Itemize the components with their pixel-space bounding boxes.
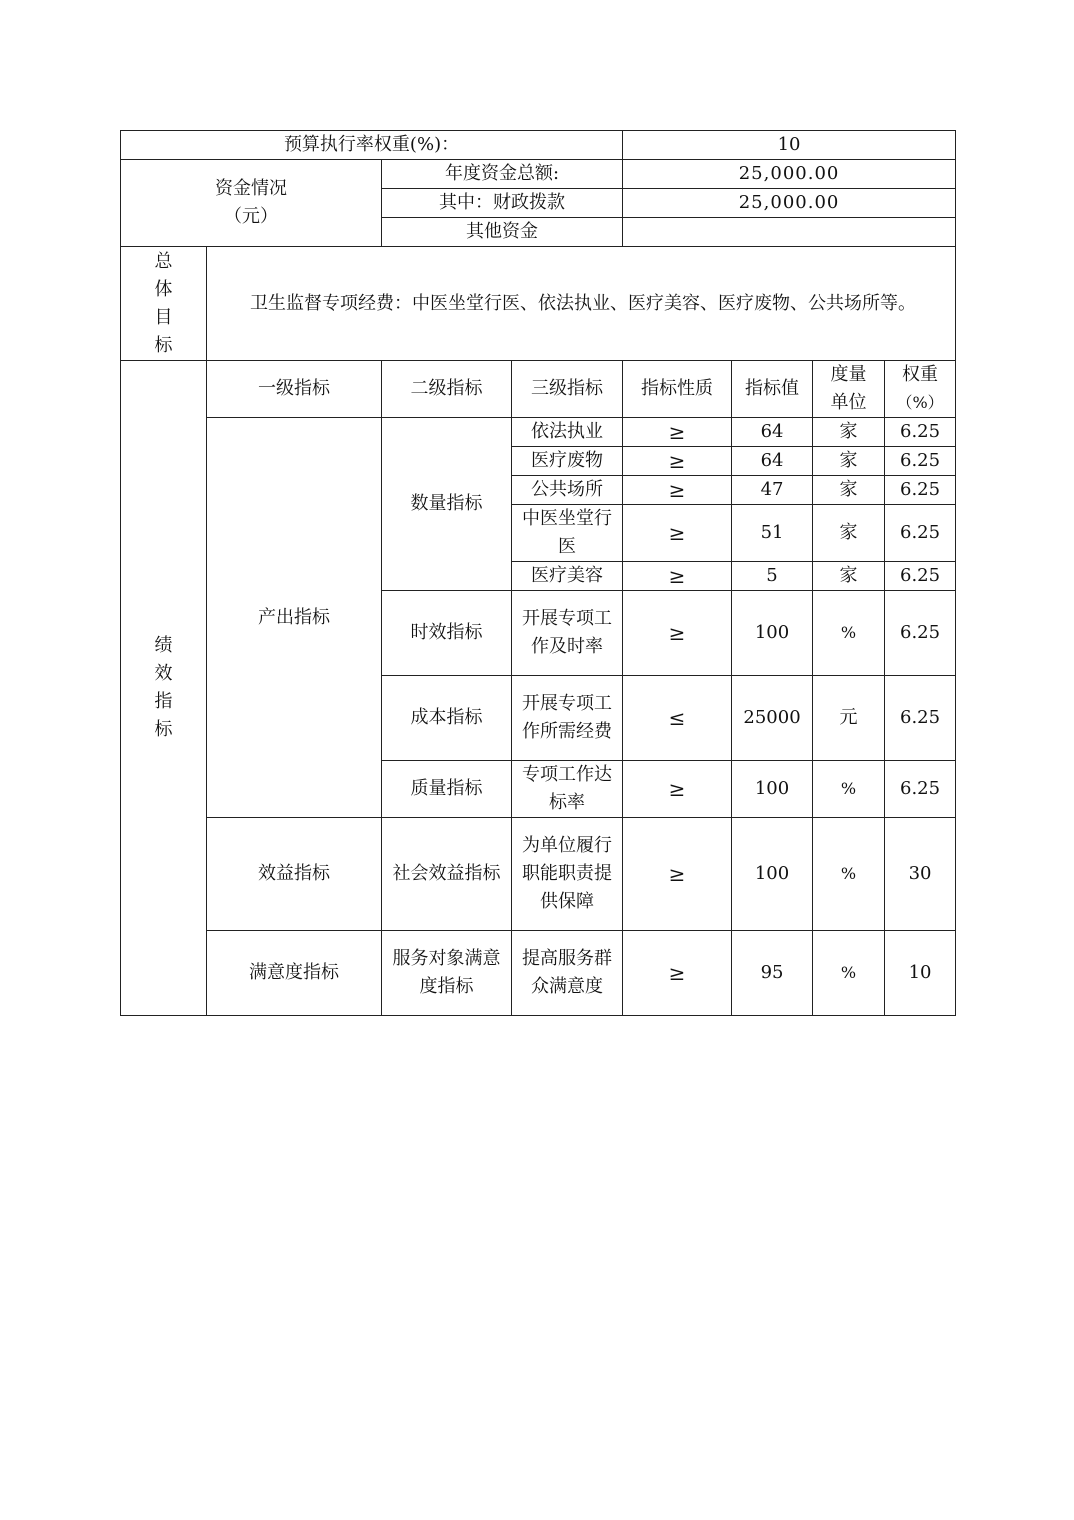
performance-title	[121, 361, 207, 1016]
subgroup-quality: 质量指标	[382, 761, 512, 818]
indicator-unit: 家	[813, 505, 885, 562]
subgroup-service: 服务对象满意度指标	[382, 931, 512, 1016]
indicator-name: 为单位履行职能职责提供保障	[512, 818, 623, 931]
indicator-nature: ≤	[623, 676, 732, 761]
indicator-unit: %	[813, 818, 885, 931]
goal-text: 卫生监督专项经费：中医坐堂行医、依法执业、医疗美容、医疗废物、公共场所等。	[207, 247, 956, 361]
goal-title-char: 总	[154, 250, 173, 272]
indicator-unit: %	[813, 591, 885, 676]
indicator-name: 提高服务群众满意度	[512, 931, 623, 1016]
indicator-weight: 6.25	[885, 476, 956, 505]
indicator-weight: 6.25	[885, 562, 956, 591]
rate-label: 预算执行率权重(%)：	[121, 131, 623, 160]
funds-total-value: 25,000.00	[623, 160, 956, 189]
performance-title-char: 指	[154, 691, 173, 712]
column-header-nature: 指标性质	[623, 361, 732, 418]
subgroup-timeliness: 时效指标	[382, 591, 512, 676]
column-header-weight-line2: （%）	[896, 393, 944, 412]
indicator-weight: 6.25	[885, 761, 956, 818]
indicator-unit: 家	[813, 447, 885, 476]
indicator-value: 64	[732, 447, 813, 476]
indicator-name: 公共场所	[512, 476, 623, 505]
indicator-nature: ≥	[623, 931, 732, 1016]
indicator-nature: ≥	[623, 505, 732, 562]
indicator-weight: 6.25	[885, 676, 956, 761]
goal-title-char: 标	[154, 334, 173, 356]
column-header-value: 指标值	[732, 361, 813, 418]
table-row	[121, 931, 956, 1016]
indicator-weight: 30	[885, 818, 956, 931]
goal-title-char: 目	[154, 306, 173, 328]
group-satisfaction: 满意度指标	[207, 931, 382, 1016]
indicator-unit: 家	[813, 418, 885, 447]
performance-title-char: 绩	[154, 635, 173, 656]
column-header-level3: 三级指标	[512, 361, 623, 418]
column-header-level2: 二级指标	[382, 361, 512, 418]
funds-title-line2: （元）	[224, 206, 278, 227]
indicator-name: 开展专项工作及时率	[512, 591, 623, 676]
column-header-weight-line1: 权重	[902, 364, 939, 385]
indicator-weight: 10	[885, 931, 956, 1016]
indicator-unit: 元	[813, 676, 885, 761]
column-header-unit-line1: 度量	[830, 364, 867, 385]
funds-other-value	[623, 218, 956, 247]
rate-value: 10	[623, 131, 956, 160]
indicator-unit: %	[813, 931, 885, 1016]
group-benefit: 效益指标	[207, 818, 382, 931]
indicator-value: 100	[732, 591, 813, 676]
funds-title-line1: 资金情况	[215, 178, 287, 199]
funds-total-label: 年度资金总额:	[382, 160, 623, 189]
indicator-nature: ≥	[623, 476, 732, 505]
indicator-value: 100	[732, 761, 813, 818]
subgroup-quantity: 数量指标	[382, 418, 512, 591]
performance-title-char: 效	[154, 663, 173, 684]
indicator-name: 医疗废物	[512, 447, 623, 476]
table-row	[121, 418, 956, 447]
performance-title-char: 标	[154, 719, 173, 740]
performance-goal-table	[120, 130, 956, 1016]
group-output: 产出指标	[207, 418, 382, 818]
funds-title	[121, 160, 382, 247]
column-header-unit-line2: 单位	[830, 392, 867, 413]
indicator-value: 95	[732, 931, 813, 1016]
indicator-value: 47	[732, 476, 813, 505]
indicator-nature: ≥	[623, 418, 732, 447]
indicator-nature: ≥	[623, 818, 732, 931]
indicator-value: 25000	[732, 676, 813, 761]
table-row	[121, 818, 956, 931]
funds-fiscal-value: 25,000.00	[623, 189, 956, 218]
indicator-weight: 6.25	[885, 505, 956, 562]
indicator-name: 依法执业	[512, 418, 623, 447]
column-header-level1: 一级指标	[207, 361, 382, 418]
indicator-weight: 6.25	[885, 418, 956, 447]
funds-fiscal-label: 其中：财政拨款	[382, 189, 623, 218]
goal-title	[121, 247, 207, 361]
indicator-value: 100	[732, 818, 813, 931]
subgroup-social: 社会效益指标	[382, 818, 512, 931]
subgroup-cost: 成本指标	[382, 676, 512, 761]
indicator-unit: %	[813, 761, 885, 818]
funds-other-label: 其他资金	[382, 218, 623, 247]
indicator-name: 中医坐堂行医	[512, 505, 623, 562]
indicator-name: 开展专项工作所需经费	[512, 676, 623, 761]
goal-title-char: 体	[154, 278, 173, 300]
indicator-value: 64	[732, 418, 813, 447]
indicator-nature: ≥	[623, 761, 732, 818]
indicator-name: 医疗美容	[512, 562, 623, 591]
indicator-name: 专项工作达标率	[512, 761, 623, 818]
indicator-value: 5	[732, 562, 813, 591]
column-header-weight	[885, 361, 956, 418]
indicator-nature: ≥	[623, 591, 732, 676]
indicator-weight: 6.25	[885, 447, 956, 476]
column-header-unit	[813, 361, 885, 418]
indicator-unit: 家	[813, 476, 885, 505]
indicator-nature: ≥	[623, 562, 732, 591]
indicator-unit: 家	[813, 562, 885, 591]
indicator-nature: ≥	[623, 447, 732, 476]
indicator-weight: 6.25	[885, 591, 956, 676]
indicator-value: 51	[732, 505, 813, 562]
